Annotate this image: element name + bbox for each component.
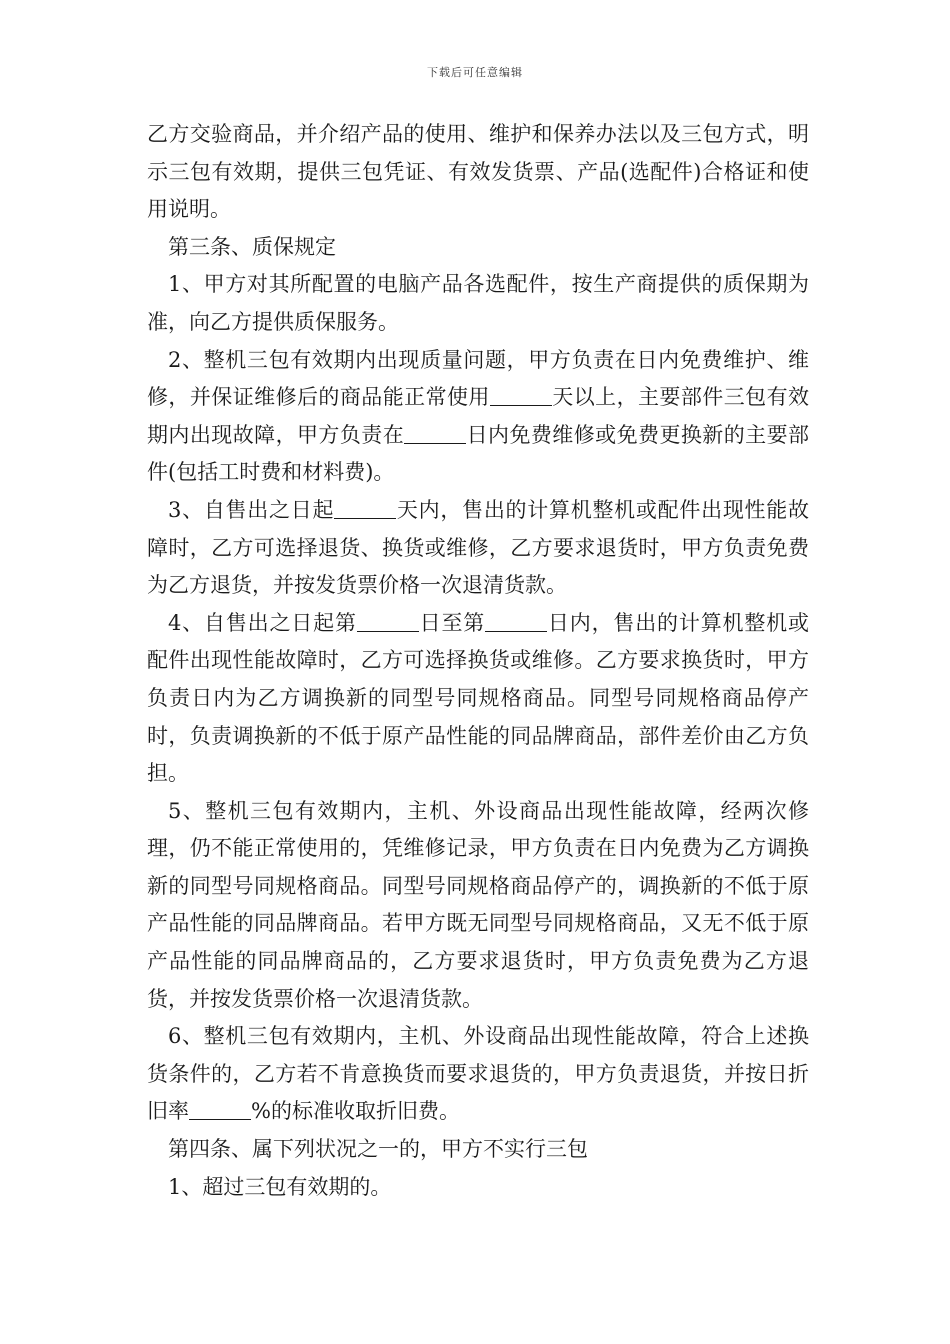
blank-field <box>357 609 419 632</box>
clause-3-1: 1、甲方对其所配置的电脑产品各选配件，按生产商提供的质保期为准，向乙方提供质保服务。 <box>147 272 809 334</box>
page-header: 下载后可任意编辑 <box>427 66 523 79</box>
blank-field <box>189 1097 251 1120</box>
clause-text: %的标准收取折旧费。 <box>251 1099 460 1124</box>
clause-text: 日内免费维修或免费更换新的主要部件(包括工时费和材料费)。 <box>147 422 810 485</box>
article-3-heading: 第三条、质保规定 <box>168 234 336 259</box>
article-4-heading: 第四条、属下列状况之一的，甲方不实行三包 <box>168 1137 588 1162</box>
blank-field <box>334 496 396 519</box>
clause-text: 日内，售出的计算机整机或配件出现性能故障时，乙方可选择换货或维修。乙方要求换货时，甲方负责日内为乙方调换新的同型号同规格商品。同型号同规格商品停产时，负责调换新的不低于原产品性能的同品牌商品，部件差价由乙方负担。 <box>147 610 810 786</box>
blank-field <box>404 421 466 444</box>
clause-text: 天内，售出的计算机整机或配件出现性能故障时，乙方可选择退货、换货或维修，乙方要求退货时，甲方负责免费为乙方退货，并按发货票价格一次退清货款。 <box>147 497 809 598</box>
clause-3-6 <box>147 1018 809 1131</box>
blank-field <box>490 383 552 406</box>
clause-text: 3、自售出之日起 <box>168 497 335 522</box>
document-body <box>147 116 809 1206</box>
clause-text: 4、自售出之日起第 <box>168 610 357 635</box>
clause-text: 日至第 <box>418 610 486 635</box>
clause-3-5: 5、整机三包有效期内，主机、外设商品出现性能故障，经两次修理，仍不能正常使用的，凭维修记录，甲方负责在日内免费为乙方调换新的同型号同规格商品。同型号同规格商品停产的，调换新的不低于原产品性能的同品牌商品。若甲方既无同型号同规格商品，又无不低于原产品性能的同品牌商品的，乙方要求退货时，甲方负责免费为乙方退货，并按发货票价格一次退清货款。 <box>147 798 809 1011</box>
clause-3-2 <box>147 342 809 492</box>
clause-text: 2、整机三包有效期内出现质量问题，甲方负责在日内免费维护、维修，并保证维修后的商品能正常使用 <box>147 347 809 410</box>
clause-text: 6、整机三包有效期内，主机、外设商品出现性能故障，符合上述换货条件的，乙方若不肯意换货而要求退货的，甲方负责退货，并按日折旧率 <box>147 1024 809 1124</box>
clause-4-1: 1、超过三包有效期的。 <box>168 1174 392 1199</box>
clause-3-4 <box>147 605 809 793</box>
blank-field <box>485 609 547 632</box>
clause-text: 天以上，主要部件三包有效期内出现故障，甲方负责在 <box>147 385 810 447</box>
clause-3-3 <box>147 492 809 605</box>
paragraph-acceptance: 乙方交验商品，并介绍产品的使用、维护和保养办法以及三包方式，明示三包有效期，提供三包凭证、有效发货票、产品(选配件)合格证和使用说明。 <box>147 122 809 222</box>
